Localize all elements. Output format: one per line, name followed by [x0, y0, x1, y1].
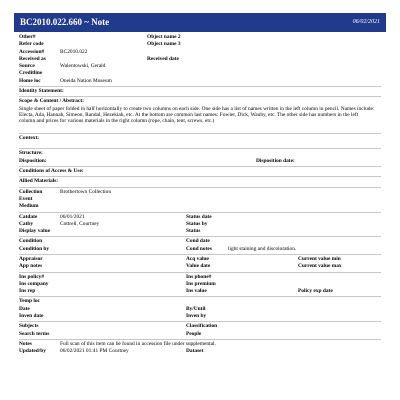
condition-by-label: Condition by: [19, 245, 50, 252]
row-disposition: [19, 158, 381, 165]
ins-rep-label: Ins rep: [19, 288, 36, 295]
row-home-loc: [19, 78, 381, 85]
catdate-value: 06/01/2021: [60, 213, 85, 220]
row-condition-by: [19, 246, 381, 253]
notes-value: Full scan of this item can be found in accession file under supplemental.: [60, 340, 216, 347]
home-loc-value: Oneida Nation Museum: [60, 77, 112, 84]
object-name-2-label: Object name 2: [147, 34, 181, 40]
divider: [19, 339, 381, 340]
condition-label: Condition: [19, 238, 43, 245]
people-label: People: [186, 330, 202, 337]
row-medium: [19, 203, 381, 210]
row-date: [19, 306, 381, 313]
row-search-terms: [19, 331, 381, 338]
creditline-label: Creditline: [19, 70, 43, 77]
medium-label: Medium: [19, 203, 39, 210]
row-structure: [19, 150, 381, 157]
record-title: BC2010.022.660 ~ Note: [20, 17, 110, 28]
refer-code-label: Refer code: [19, 41, 44, 48]
ins-premium-label: Ins premium: [186, 280, 216, 287]
catby-value: Cottrell, Courtney: [60, 220, 100, 227]
received-date-label: Received date: [147, 55, 179, 62]
row-subjects: [19, 323, 381, 330]
divider: [19, 254, 381, 255]
row-received-as: [19, 56, 381, 63]
row-app-notes: [19, 263, 381, 270]
divider: [19, 296, 381, 297]
catby-label: Catby: [19, 220, 34, 227]
identity-statement-label: Identity Statement:: [19, 88, 64, 95]
row-inven-date: [19, 313, 381, 320]
ins-value-label: Ins value: [186, 288, 207, 295]
structure-label: Structure:: [19, 150, 43, 157]
row-refer-code: [19, 41, 381, 48]
temp-loc-label: Temp loc: [19, 298, 40, 305]
record-date: 06/02/2021: [352, 19, 380, 26]
row-event: [19, 196, 381, 203]
received-as-label: Received as: [19, 55, 46, 62]
current-value-min-label: Current value min: [298, 256, 341, 262]
notes-label: Notes: [19, 340, 32, 347]
row-context: [19, 135, 381, 142]
updated-by-value: 06/02/2021 01:41 PM Courtney: [60, 348, 129, 355]
row-ins-rep: [19, 288, 381, 295]
collection-value: Brothertown Collection: [60, 188, 112, 195]
collection-label: Collection: [19, 188, 43, 195]
accession-label: Accession#: [19, 48, 45, 55]
row-scope-label: [19, 98, 381, 105]
row-source: [19, 63, 381, 70]
divider: [19, 96, 381, 97]
status-by-label: Status by: [186, 220, 208, 227]
row-collection: [19, 189, 381, 196]
acq-value-label: Acq value: [186, 256, 209, 262]
cond-date-label: Cond date: [186, 238, 210, 245]
row-identity-statement: [19, 88, 381, 95]
other-no-label: Other#: [19, 34, 36, 40]
inven-date-label: Inven date: [19, 313, 44, 320]
object-name-3-label: Object name 3: [147, 41, 181, 48]
row-notes: [19, 341, 381, 348]
row-display-value: [19, 228, 381, 235]
display-value-label: Display value: [19, 228, 51, 235]
context-label: Context:: [19, 135, 40, 142]
status-label: Status: [186, 228, 201, 235]
divider: [19, 321, 381, 322]
divider: [19, 166, 381, 167]
cond-notes-value: light staining and discoloration.: [228, 245, 297, 252]
date-label: Date: [19, 305, 30, 312]
divider: [19, 272, 381, 273]
divider: [19, 176, 381, 177]
row-ins-company: [19, 281, 381, 288]
disposition-date-label: Disposition date:: [256, 157, 295, 164]
event-label: Event: [19, 195, 33, 202]
current-value-max-label: Current value max: [298, 263, 342, 270]
app-notes-label: App notes: [19, 263, 43, 270]
inven-by-label: Inven by: [186, 313, 207, 320]
row-accession: [19, 49, 381, 56]
divider: [19, 133, 381, 134]
ins-phone-label: Ins phone#: [186, 273, 212, 280]
status-date-label: Status date: [186, 213, 212, 220]
scope-label: Scope & Content / Abstract:: [19, 98, 84, 105]
disposition-label: Disposition:: [19, 157, 47, 164]
row-catby: [19, 221, 381, 228]
cond-notes-label: Cond notes: [186, 245, 212, 252]
ins-company-label: Ins company: [19, 280, 49, 287]
subjects-label: Subjects: [19, 323, 39, 330]
row-creditline: [19, 70, 381, 77]
row-catdate: [19, 214, 381, 221]
accession-value: BC2010.022: [60, 48, 88, 55]
record-header: [14, 13, 386, 32]
policy-exp-date-label: Policy exp date: [298, 288, 333, 295]
value-date-label: Value date: [186, 263, 211, 270]
row-other-no: [19, 34, 381, 41]
conditions-label: Conditions of Access & Use:: [19, 168, 84, 175]
row-condition: [19, 238, 381, 245]
classification-label: Classification: [186, 323, 218, 330]
by-until-label: By/Until: [186, 305, 206, 312]
divider: [19, 236, 381, 237]
search-terms-label: Search terms: [19, 330, 50, 337]
divider: [19, 86, 381, 87]
catdate-label: Catdate: [19, 213, 38, 220]
row-temp-loc: [19, 298, 381, 305]
home-loc-label: Home loc: [19, 77, 41, 84]
updated-by-label: Updated/by: [19, 348, 46, 355]
appraisor-label: Appraisor: [19, 256, 43, 262]
source-label: Source: [19, 63, 35, 70]
dataset-label: Dataset: [186, 348, 204, 355]
scope-text: Single sheet of paper folded in half horizontally to create two columns on each side. One side has a list of names written in the left column in pencil. Names include: Electa, Ada, Hannah, Simeon, Randal, Hezekiah, etc. At the bottom are common last names: Fowler, Dick, Wauby, etc. The other side has numbers in the left column and prices for various materials in the right column (rope, chain, tent, screws, etc.): [19, 105, 375, 124]
source-value: Walentowski, Gerald: [60, 63, 106, 70]
record-body: [19, 34, 381, 356]
row-appraisor: [19, 256, 381, 263]
allied-materials-label: Allied Materials:: [19, 178, 59, 185]
row-ins-policy: [19, 274, 381, 281]
divider: [19, 148, 381, 149]
row-allied: [19, 178, 381, 185]
divider: [19, 212, 381, 213]
row-updated-by: [19, 348, 381, 355]
divider: [19, 187, 381, 188]
row-conditions: [19, 168, 381, 175]
ins-policy-label: Ins policy#: [19, 273, 45, 280]
